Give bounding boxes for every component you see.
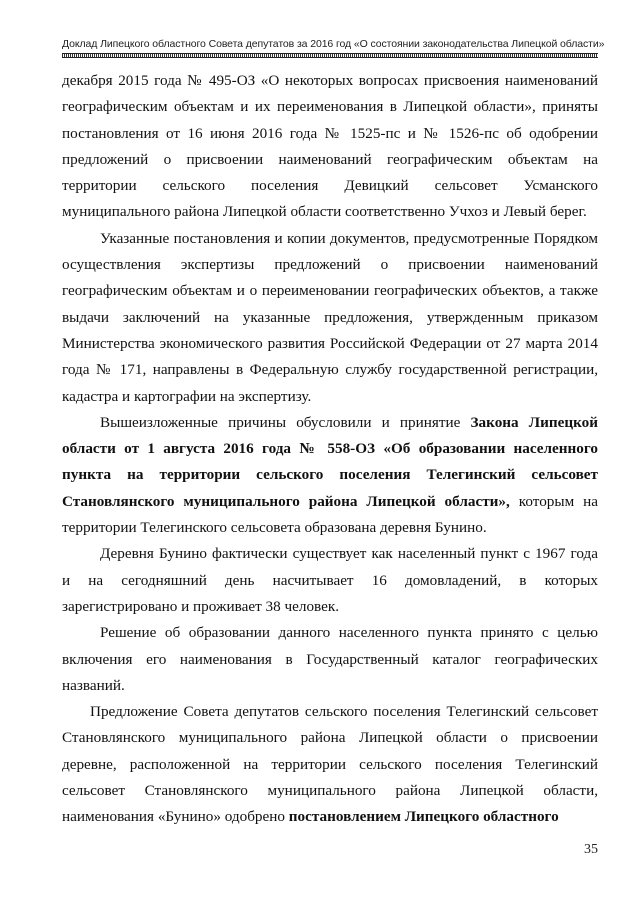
paragraph-6 xyxy=(62,699,598,830)
running-header: Доклад Липецкого областного Совета депутатов за 2016 год «О состоянии законодательства Липецкой области» xyxy=(62,38,605,50)
paragraph-5-text: Решение об образовании данного населенного пункта принято с целью включения его наименования в Государственный каталог географических названий. xyxy=(62,624,598,694)
law-title-bold: Закона Липецкой области от 1 августа 2016 года № 558-ОЗ «Об образовании населенного пункта на территории сельского поселения Телегинский сельсовет Становлянского муниципального района Липецкой области», xyxy=(62,413,598,510)
paragraph-2 xyxy=(62,226,598,410)
paragraph-6-text: Предложение Совета депутатов сельского поселения Телегинский сельсовет Становлянского муниципального района Липецкой области о присвоении деревне, расположенной на территории сельского поселения Телегинский сельсовет Становлянского муниципального района Липецкой области, наименования «Бунино» одобрено xyxy=(62,703,598,826)
header-rule xyxy=(62,53,598,58)
paragraph-3 xyxy=(62,410,598,541)
paragraph-4 xyxy=(62,541,598,620)
document-body xyxy=(62,68,598,831)
paragraph-2-text: Указанные постановления и копии документов, предусмотренные Порядком осуществления экспертизы предложений о присвоении наименований географическим объектам и о переименовании географических объектов, а также выдачи заключений на указанные предложения, утвержденным приказом Министерства экономического развития Российской Федерации от 27 марта 2014 года № 171, направлены в Федеральную службу государственной регистрации, кадастра и картографии на экспертизу. xyxy=(62,229,598,405)
paragraph-5 xyxy=(62,620,598,699)
paragraph-1 xyxy=(62,68,598,226)
paragraph-4-text: Деревня Бунино фактически существует как населенный пункт с 1967 года и на сегодняшний день насчитывает 16 домовладений, в которых зарегистрировано и проживает 38 человек. xyxy=(62,545,598,615)
paragraph-1-text: декабря 2015 года № 495-ОЗ «О некоторых вопросах присвоения наименований географическим объектам и их переименования в Липецкой области», приняты постановления от 16 июня 2016 года № 1525-пс и № 1526-пс об одобрении предложений о присвоении наименований географическим объектам на территории сельского поселения Девицкий сельсовет Усманского муниципального района Липецкой области соответственно Учхоз и Левый берег. xyxy=(62,72,598,221)
paragraph-3-text-end: которым на территории Телегинского сельсовета образована деревня Бунино. xyxy=(62,492,599,537)
page-number: 35 xyxy=(584,842,598,857)
paragraph-3-text-start: Вышеизложенные причины обусловили и принятие xyxy=(100,413,471,431)
resolution-bold: постановлением Липецкого областного xyxy=(288,808,559,826)
